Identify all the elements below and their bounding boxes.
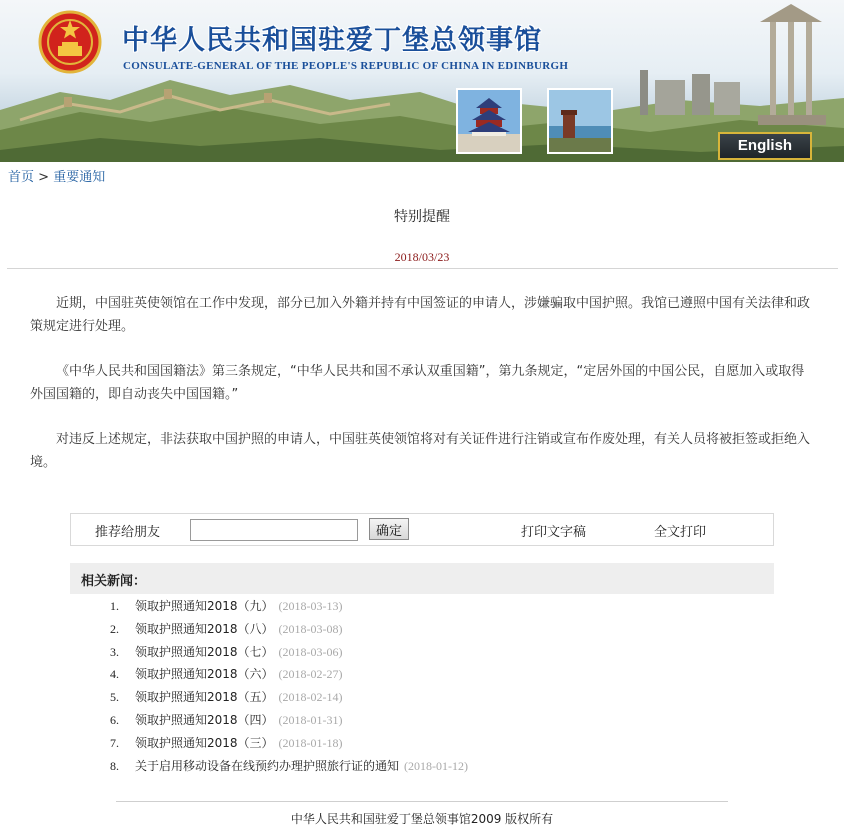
site-title: 中华人民共和国驻爱丁堡总领事馆 xyxy=(122,25,542,56)
article-paragraph: 《中华人民共和国国籍法》第三条规定，“中华人民共和国不承认双重国籍”，第九条规定，“定居外国的中国公民，自愿加入或取得外国国籍的，即自动丧失中国国籍。” xyxy=(30,364,805,402)
item-number: 7. xyxy=(110,735,119,750)
article-paragraph: 对违反上述规定，非法获取中国护照的申请人，中国驻英使领馆将对有关证件进行注销或宣布作废处理，有关人员将被拒签或拒绝入境。 xyxy=(30,432,811,470)
article-title: 特别提醒 xyxy=(394,209,450,225)
list-item xyxy=(110,734,710,757)
item-number: 6. xyxy=(110,712,119,727)
related-news-list xyxy=(110,597,710,779)
item-date: (2018-03-13) xyxy=(278,599,343,613)
article-paragraph: 近期，中国驻英使领馆在工作中发现，部分已加入外籍并持有中国签证的申请人，涉嫌骗取中国护照。我馆已遵照中国有关法律和政策规定进行处理。 xyxy=(30,296,811,334)
item-date: (2018-03-08) xyxy=(278,621,343,636)
article-body xyxy=(30,292,814,496)
item-date: (2018-01-18) xyxy=(278,735,343,750)
divider xyxy=(7,268,838,269)
related-news-link[interactable]: 领取护照通知2018（五） xyxy=(135,690,274,705)
list-item xyxy=(110,643,710,666)
national-emblem-icon xyxy=(38,10,102,76)
list-item xyxy=(110,688,710,711)
print-full-link[interactable]: 全文打印 xyxy=(654,525,707,540)
print-text-link[interactable]: 打印文字稿 xyxy=(521,525,587,540)
item-date: (2018-01-31) xyxy=(278,712,343,727)
english-button[interactable]: English xyxy=(718,132,812,160)
site-subtitle: CONSULATE-GENERAL OF THE PEOPLE'S REPUBLIC OF CHINA IN EDINBURGH xyxy=(123,60,569,72)
edinburgh-castle-photo xyxy=(547,88,613,154)
list-item xyxy=(110,711,710,734)
related-news-link[interactable]: 领取护照通知2018（八） xyxy=(135,621,274,636)
related-news-link[interactable]: 领取护照通知2018（三） xyxy=(135,735,274,750)
recommend-email-input[interactable] xyxy=(190,519,358,541)
breadcrumb-separator: > xyxy=(38,170,50,185)
item-number: 8. xyxy=(110,758,119,773)
item-number: 5. xyxy=(110,690,119,705)
related-news-link[interactable]: 领取护照通知2018（七） xyxy=(135,644,274,659)
related-news-link[interactable]: 关于启用移动设备在线预约办理护照旅行证的通知 xyxy=(135,758,400,773)
item-date: (2018-01-12) xyxy=(404,758,468,773)
share-toolbar xyxy=(70,513,774,546)
related-news-link[interactable]: 领取护照通知2018（九） xyxy=(135,599,274,613)
related-news-heading: 相关新闻： xyxy=(70,563,774,594)
item-number: 4. xyxy=(110,667,119,682)
related-news-link[interactable]: 领取护照通知2018（六） xyxy=(135,667,274,682)
related-news-link[interactable]: 领取护照通知2018（四） xyxy=(135,712,274,727)
header-banner xyxy=(0,0,844,162)
item-number: 3. xyxy=(110,644,119,659)
list-item xyxy=(110,620,710,643)
breadcrumb-section-link[interactable]: 重要通知 xyxy=(53,170,106,185)
item-date: (2018-02-27) xyxy=(278,667,343,682)
footer-copyright: 中华人民共和国驻爱丁堡总领事馆2009 版权所有 xyxy=(290,812,554,826)
list-item xyxy=(110,757,710,780)
item-number: 2. xyxy=(110,621,119,636)
recommend-label: 推荐给朋友 xyxy=(95,525,161,540)
item-number: 1. xyxy=(110,599,119,613)
footer-divider xyxy=(116,801,728,802)
confirm-button[interactable]: 确定 xyxy=(369,518,409,540)
list-item xyxy=(110,597,710,620)
article-date: 2018/03/23 xyxy=(394,250,450,264)
item-date: (2018-03-06) xyxy=(278,644,343,659)
item-date: (2018-02-14) xyxy=(278,690,343,705)
breadcrumb xyxy=(8,166,105,185)
breadcrumb-home-link[interactable]: 首页 xyxy=(8,170,35,185)
temple-of-heaven-photo xyxy=(456,88,522,154)
list-item xyxy=(110,665,710,688)
